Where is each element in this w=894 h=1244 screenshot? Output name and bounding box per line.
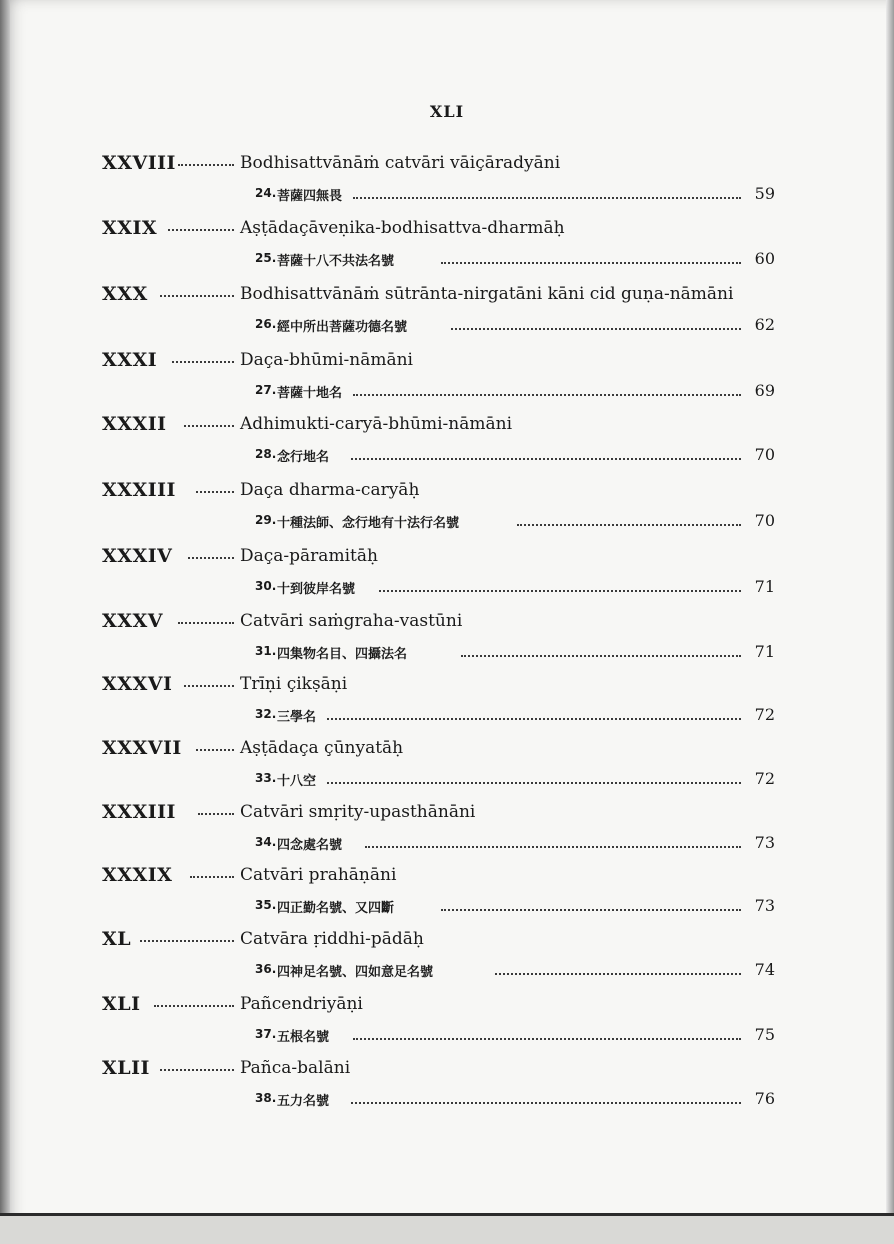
leader-dots — [441, 907, 741, 911]
section-title: Bodhisattvānāṁ catvāri vāiçāradyāni — [240, 153, 561, 173]
section-title: Aṣṭādaça çūnyatāḥ — [240, 738, 404, 758]
section-title: Trīṇi çikṣāṇi — [240, 674, 348, 694]
subentry-number: 36. — [255, 962, 277, 976]
subentry-chinese-title: 三學名 — [277, 710, 317, 725]
section-title: Daça-bhūmi-nāmāni — [240, 350, 413, 370]
leader-dots — [353, 195, 741, 199]
leader-dots — [351, 456, 741, 460]
subentry-number: 27. — [255, 383, 277, 397]
subentry-number: 30. — [255, 579, 277, 593]
section-roman-numeral: XXXV — [102, 610, 163, 632]
subentry — [255, 184, 775, 206]
section-title: Catvāri smṛity-upasthānāni — [240, 802, 476, 822]
toc-entry — [0, 801, 894, 865]
leader-dots — [461, 653, 741, 657]
section-title: Adhimukti-caryā-bhūmi-nāmāni — [240, 414, 512, 434]
toc-entry — [0, 673, 894, 737]
subentry — [255, 315, 775, 337]
subentry-number: 38. — [255, 1091, 277, 1105]
subentry-page-number: 76 — [754, 1089, 775, 1108]
section-roman-numeral: XXX — [102, 283, 148, 305]
section-title: Aṣṭādaçāveṇika-bodhisattva-dharmāḥ — [240, 218, 565, 238]
toc-entry — [0, 479, 894, 543]
leader-dots — [351, 1100, 741, 1104]
section-roman-numeral: XXXIX — [102, 864, 173, 886]
leader-dots — [168, 227, 234, 231]
subentry-page-number: 59 — [754, 184, 775, 203]
leader-dots — [160, 293, 234, 297]
section-roman-numeral: XL — [102, 928, 132, 950]
subentry-number: 29. — [255, 513, 277, 527]
subentry-chinese-title: 十種法師、念行地有十法行名號 — [277, 516, 460, 531]
subentry — [255, 577, 775, 599]
leader-dots — [184, 683, 234, 687]
leader-dots — [172, 359, 234, 363]
toc-entry — [0, 993, 894, 1057]
subentry-chinese-title: 念行地名 — [277, 450, 330, 465]
section-title: Pañcendriyāṇi — [240, 994, 363, 1014]
leader-dots — [517, 522, 741, 526]
subentry-number: 33. — [255, 771, 277, 785]
section-roman-numeral: XXXIII — [102, 801, 176, 823]
subentry-chinese-title: 五力名號 — [277, 1094, 330, 1109]
section-roman-numeral: XLII — [102, 1057, 150, 1079]
subentry-page-number: 72 — [754, 705, 775, 724]
section-roman-numeral: XXXVI — [102, 673, 173, 695]
subentry — [255, 1025, 775, 1047]
subentry-number: 28. — [255, 447, 277, 461]
leader-dots — [140, 938, 234, 942]
subentry-page-number: 71 — [754, 642, 775, 661]
toc-entry — [0, 283, 894, 347]
subentry-page-number: 72 — [754, 769, 775, 788]
leader-dots — [198, 811, 234, 815]
subentry-page-number: 74 — [754, 960, 775, 979]
subentry-page-number: 69 — [754, 381, 775, 400]
toc-entry — [0, 737, 894, 801]
leader-dots — [353, 1036, 741, 1040]
leader-dots — [451, 326, 741, 330]
subentry-page-number: 70 — [754, 445, 775, 464]
subentry — [255, 705, 775, 727]
section-roman-numeral: XLI — [102, 993, 141, 1015]
subentry — [255, 833, 775, 855]
subentry-chinese-title: 經中所出菩薩功德名號 — [277, 320, 408, 335]
toc-entry — [0, 413, 894, 477]
leader-dots — [495, 971, 741, 975]
subentry — [255, 642, 775, 664]
subentry-chinese-title: 十八空 — [277, 774, 317, 789]
leader-dots — [379, 588, 741, 592]
leader-dots — [327, 716, 741, 720]
subentry-page-number: 73 — [754, 833, 775, 852]
subentry-number: 32. — [255, 707, 277, 721]
subentry-chinese-title: 四正勤名號、又四斷 — [277, 901, 395, 916]
subentry-number: 34. — [255, 835, 277, 849]
leader-dots — [353, 392, 741, 396]
subentry — [255, 511, 775, 533]
leader-dots — [196, 747, 234, 751]
leader-dots — [160, 1067, 234, 1071]
section-roman-numeral: XXXII — [102, 413, 167, 435]
subentry-chinese-title: 菩薩十八不共法名號 — [277, 254, 395, 269]
leader-dots — [184, 423, 234, 427]
section-roman-numeral: XXXIII — [102, 479, 176, 501]
section-roman-numeral: XXXVII — [102, 737, 182, 759]
subentry-chinese-title: 菩薩十地名 — [277, 386, 343, 401]
toc-entry — [0, 545, 894, 609]
leader-dots — [196, 489, 234, 493]
toc-entry — [0, 864, 894, 928]
subentry — [255, 896, 775, 918]
subentry — [255, 249, 775, 271]
subentry-chinese-title: 四集物名目、四攝法名 — [277, 647, 408, 662]
section-title: Catvāri prahāṇāni — [240, 865, 397, 885]
subentry-page-number: 71 — [754, 577, 775, 596]
subentry — [255, 445, 775, 467]
toc-entry — [0, 610, 894, 674]
leader-dots — [441, 260, 741, 264]
subentry-chinese-title: 五根名號 — [277, 1030, 330, 1045]
subentry-number: 24. — [255, 186, 277, 200]
leader-dots — [178, 162, 234, 166]
leader-dots — [190, 874, 234, 878]
subentry — [255, 769, 775, 791]
section-title: Daça dharma-caryāḥ — [240, 480, 420, 500]
subentry-chinese-title: 四念處名號 — [277, 838, 343, 853]
subentry-number: 37. — [255, 1027, 277, 1041]
toc-entry — [0, 928, 894, 992]
toc-entry — [0, 349, 894, 413]
section-title: Catvāri saṁgraha-vastūni — [240, 611, 463, 631]
subentry-page-number: 73 — [754, 896, 775, 915]
section-roman-numeral: XXXI — [102, 349, 158, 371]
subentry-page-number: 75 — [754, 1025, 775, 1044]
leader-dots — [188, 555, 234, 559]
subentry-chinese-title: 十到彼岸名號 — [277, 582, 356, 597]
toc-entry — [0, 152, 894, 216]
subentry — [255, 960, 775, 982]
subentry-chinese-title: 菩薩四無畏 — [277, 189, 343, 204]
toc-entry — [0, 217, 894, 281]
subentry — [255, 381, 775, 403]
toc-entry — [0, 1057, 894, 1121]
section-roman-numeral: XXIX — [102, 217, 158, 239]
section-title: Pañca-balāni — [240, 1058, 351, 1078]
leader-dots — [365, 844, 741, 848]
leader-dots — [178, 620, 234, 624]
subentry-chinese-title: 四神足名號、四如意足名號 — [277, 965, 434, 980]
subentry-page-number: 60 — [754, 249, 775, 268]
leader-dots — [327, 780, 741, 784]
subentry-number: 26. — [255, 317, 277, 331]
subentry-page-number: 70 — [754, 511, 775, 530]
page-number: XLI — [429, 102, 465, 121]
subentry — [255, 1089, 775, 1111]
subentry-page-number: 62 — [754, 315, 775, 334]
subentry-number: 25. — [255, 251, 277, 265]
section-title: Daça-pāramitāḥ — [240, 546, 378, 566]
leader-dots — [154, 1003, 234, 1007]
section-title: Bodhisattvānāṁ sūtrānta-nirgatāni kāni cid guṇa-nāmāni — [240, 284, 734, 304]
section-title: Catvāra ṛiddhi-pādāḥ — [240, 929, 424, 949]
section-roman-numeral: XXXIV — [102, 545, 173, 567]
section-roman-numeral: XXVIII — [102, 152, 176, 174]
subentry-number: 31. — [255, 644, 277, 658]
subentry-number: 35. — [255, 898, 277, 912]
